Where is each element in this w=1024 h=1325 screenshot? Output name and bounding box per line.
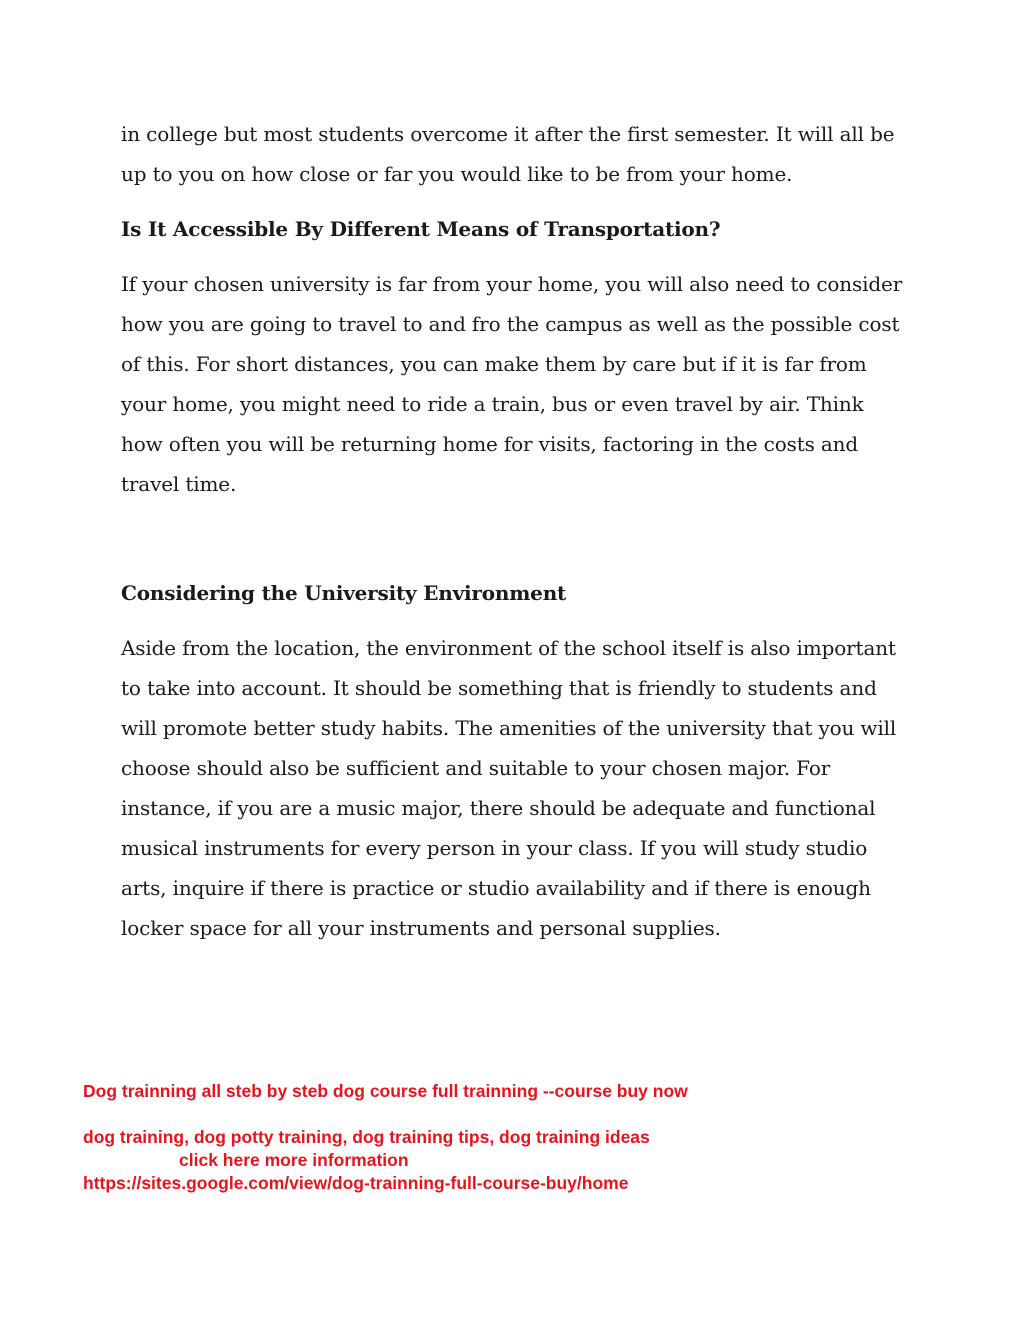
paragraph-college-distance (121, 114, 911, 194)
ad-keywords: dog training, dog potty training, dog training tips, dog training ideas (83, 1127, 650, 1147)
paragraph-environment (121, 628, 911, 948)
ad-click-here-link[interactable]: click here more information (179, 1150, 409, 1170)
paragraph-text: Aside from the location, the environment of the school itself is also important to take into account. It should be something that is friendly to students and will promote better study habits. The amenities of the university that you will choose should also be sufficient and suitable to your chosen major. For instance, if you are a music major, there should be adequate and functional musical instruments for every person in your class. If you will study studio arts, inquire if there is practice or studio availability and if there is enough locker space for all your instruments and personal supplies. (121, 636, 897, 940)
section-heading: Considering the University Environment (121, 581, 567, 605)
paragraph-text: in college but most students overcome it after the first semester. It will all be up to you on how close or far you would like to be from your home. (121, 122, 895, 186)
ad-course-link[interactable]: Dog trainning all steb by steb dog course full trainning --course buy now (83, 1081, 688, 1101)
ad-url-link[interactable]: https://sites.google.com/view/dog-trainning-full-course-buy/home (83, 1173, 629, 1193)
paragraph-transportation (121, 264, 911, 504)
heading-environment (121, 579, 911, 607)
heading-transportation (121, 215, 911, 243)
section-heading: Is It Accessible By Different Means of Transportation? (121, 217, 721, 241)
paragraph-text: If your chosen university is far from your home, you will also need to consider how you are going to travel to and fro the campus as well as the possible cost of this. For short distances, you can make them by care but if it is far from your home, you might need to ride a train, bus or even travel by air. Think how often you will be returning home for visits, factoring in the costs and travel time. (121, 272, 903, 496)
